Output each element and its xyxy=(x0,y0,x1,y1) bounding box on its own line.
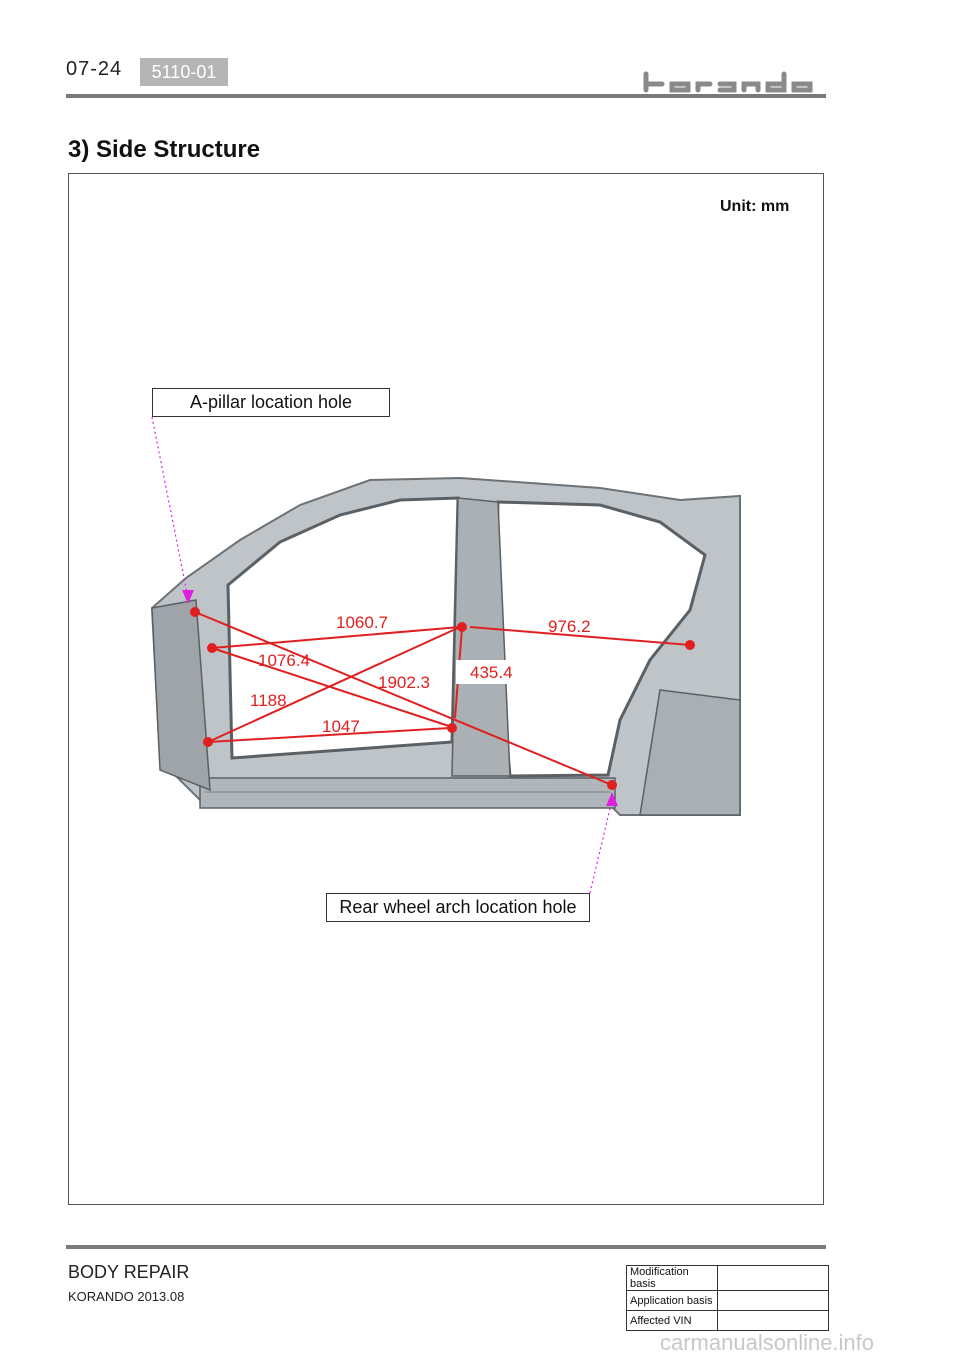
application-basis-label: Application basis xyxy=(627,1291,718,1311)
rear-arch-leader xyxy=(590,800,612,893)
modification-basis-value xyxy=(718,1266,829,1291)
footer-subtitle: KORANDO 2013.08 xyxy=(68,1289,185,1304)
application-basis-value xyxy=(718,1291,829,1311)
modification-basis-label: Modification basis xyxy=(627,1266,718,1291)
point-b-lower xyxy=(448,724,456,732)
footer-rule xyxy=(66,1245,826,1249)
a-pillar-leader xyxy=(152,417,188,598)
page-number: 07-24 xyxy=(66,58,123,80)
watermark: carmanualsonline.info xyxy=(660,1330,875,1355)
point-a-pillar xyxy=(191,608,199,616)
affected-vin-value xyxy=(718,1311,829,1331)
measure-1188: 1188 xyxy=(250,691,287,710)
point-rear-arch xyxy=(608,781,616,789)
measure-435-4: 435.4 xyxy=(470,663,513,682)
table-row xyxy=(627,1266,829,1291)
measure-1076-4: 1076.4 xyxy=(258,651,310,670)
point-front xyxy=(208,644,216,652)
section-title: 3) Side Structure xyxy=(68,136,261,163)
measure-976-2: 976.2 xyxy=(548,617,591,636)
section-code-badge: 5110-01 xyxy=(140,58,228,86)
revision-table xyxy=(626,1265,829,1331)
measure-1047: 1047 xyxy=(322,717,360,736)
unit-label: Unit: mm xyxy=(720,198,790,215)
footer-title: BODY REPAIR xyxy=(68,1262,190,1282)
point-rear xyxy=(686,641,694,649)
measure-1902-3: 1902.3 xyxy=(378,673,430,692)
measure-1060-7: 1060.7 xyxy=(336,613,388,632)
affected-vin-label: Affected VIN xyxy=(627,1311,718,1331)
rear-wheel-arch-callout: Rear wheel arch location hole xyxy=(326,893,590,922)
point-front-lower xyxy=(204,738,212,746)
table-row xyxy=(627,1311,829,1331)
point-b-upper xyxy=(458,623,466,631)
a-pillar-callout: A-pillar location hole xyxy=(152,388,390,417)
table-row xyxy=(627,1291,829,1311)
